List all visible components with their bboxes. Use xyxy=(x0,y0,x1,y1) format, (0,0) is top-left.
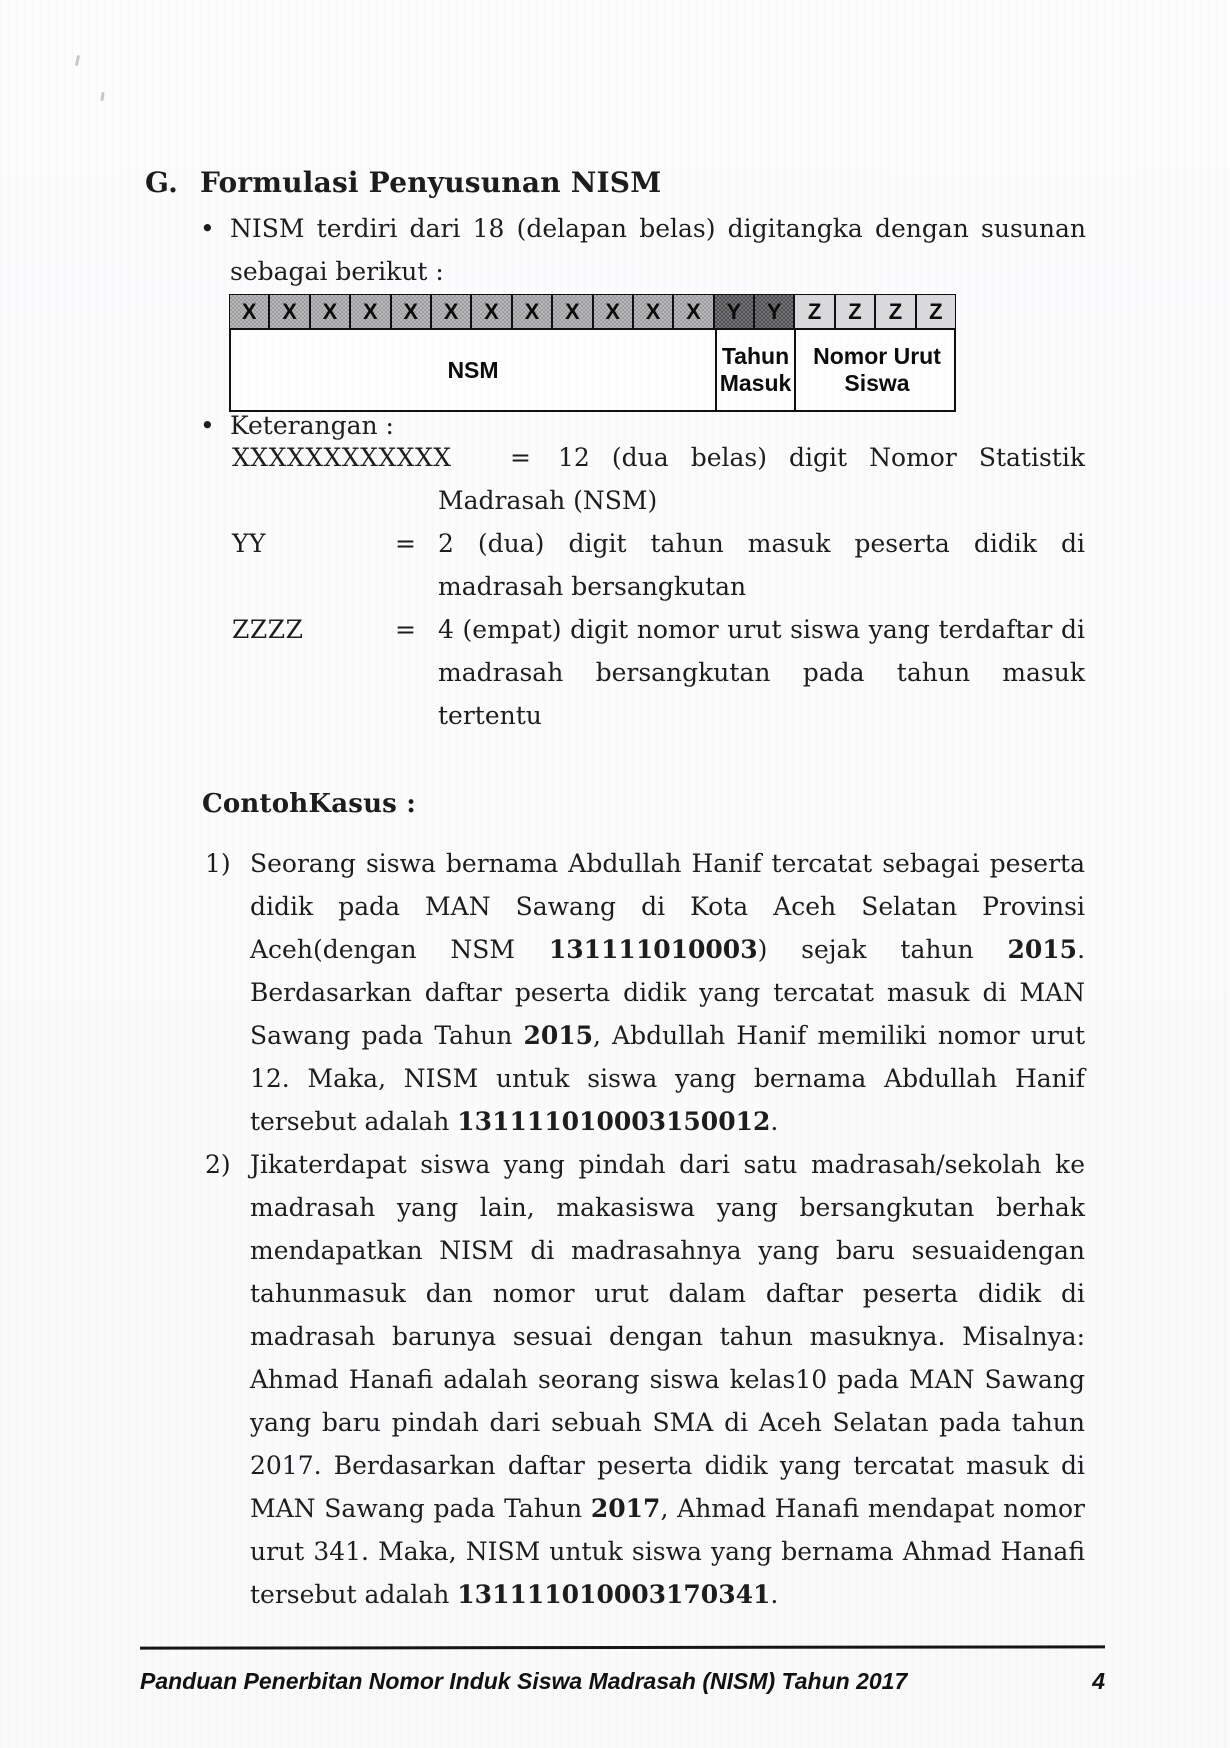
contoh-kasus-list xyxy=(205,842,1085,1616)
equals-sign: = xyxy=(395,529,416,558)
keterangan-term: XXXXXXXXXXXX xyxy=(232,443,452,472)
digit-cell-x: X xyxy=(350,294,390,329)
keterangan-row xyxy=(232,608,1085,737)
list-number: 2) xyxy=(205,1150,231,1179)
digit-cell-x: X xyxy=(310,294,350,329)
intro-bullet-item xyxy=(200,207,1086,293)
digit-cell-y: Y xyxy=(754,294,794,329)
contoh-item-1 xyxy=(205,842,1085,1143)
digit-cell-x: X xyxy=(431,294,471,329)
scan-speck xyxy=(100,92,104,101)
keterangan-row xyxy=(232,436,1085,522)
nism-structure-table xyxy=(229,294,956,412)
page-footer xyxy=(140,1668,1105,1695)
section-heading xyxy=(145,166,661,199)
contoh-item-2 xyxy=(205,1143,1085,1616)
digit-cell-x: X xyxy=(673,294,713,329)
keterangan-definition: 12 (dua belas) digit Nomor Statistik Madrasah (NSM) xyxy=(438,443,1085,515)
digit-cell-z: Z xyxy=(835,294,875,329)
digit-cell-z: Z xyxy=(916,294,956,329)
page-number: 4 xyxy=(1092,1668,1105,1694)
contoh-kasus-heading: ContohKasus : xyxy=(202,789,417,819)
bullet-icon: • xyxy=(200,214,215,243)
contoh-item-text: Jikaterdapat siswa yang pindah dari satu madrasah/sekolah ke madrasah yang lain, makasiswa yang bersangkutan berhak mendapatkan NISM di madrasahnya yang baru sesuaidengan tahunmasuk dan nomor urut dalam daftar peserta didik di madrasah barunya sesuai dengan tahun masuknya. Misalnya: Ahmad Hanafi adalah seorang siswa kelas10 pada MAN Sawang yang baru pindah dari sebuah SMA di Aceh Selatan pada tahun 2017. Berdasarkan daftar peserta didik yang tercatat masuk di MAN Sawang pada Tahun 2017, Ahmad Hanafi mendapat nomor urut 341. Maka, NISM untuk siswa yang bernama Ahmad Hanafi tersebut adalah 131111010003170341. xyxy=(250,1150,1086,1609)
label-row xyxy=(229,329,956,412)
tahun-masuk-label-cell: Tahun Masuk xyxy=(715,330,796,410)
digit-cell-x: X xyxy=(269,294,309,329)
digit-cell-x: X xyxy=(391,294,431,329)
nomor-urut-label-cell: Nomor Urut Siswa xyxy=(813,343,941,396)
intro-bullet-text: NISM terdiri dari 18 (delapan belas) digitangka dengan susunan sebagai berikut : xyxy=(230,214,1086,286)
contoh-item-text: Seorang siswa bernama Abdullah Hanif tercatat sebagai peserta didik pada MAN Sawang di Kota Aceh Selatan Provinsi Aceh(dengan NSM 131111010003) sejak tahun 2015. Berdasarkan daftar peserta didik yang tercatat masuk di MAN Sawang pada Tahun 2015, Abdullah Hanif memiliki nomor urut 12. Maka, NISM untuk siswa yang bernama Abdullah Hanif tersebut adalah 131111010003150012. xyxy=(250,849,1086,1136)
keterangan-term: ZZZZ xyxy=(232,615,304,644)
keterangan-definition: 2 (dua) digit tahun masuk peserta didik di madrasah bersangkutan xyxy=(438,529,1085,601)
digit-cell-x: X xyxy=(552,294,592,329)
bullet-icon: • xyxy=(200,411,215,440)
scan-speck xyxy=(75,55,80,66)
equals-sign: = xyxy=(395,615,416,644)
list-number: 1) xyxy=(205,849,231,878)
digit-cell-x: X xyxy=(229,294,269,329)
digit-cell-x: X xyxy=(633,294,673,329)
equals-sign: = xyxy=(510,443,531,472)
footer-divider xyxy=(140,1645,1105,1649)
digit-cell-x: X xyxy=(593,294,633,329)
keterangan-definition: 4 (empat) digit nomor urut siswa yang terdaftar di madrasah bersangkutan pada tahun masuk tertentu xyxy=(438,615,1085,730)
digit-cell-x: X xyxy=(471,294,511,329)
digit-cell-z: Z xyxy=(875,294,915,329)
keterangan-row xyxy=(232,522,1085,608)
keterangan-term: YY xyxy=(232,529,267,558)
digit-cell-x: X xyxy=(512,294,552,329)
nsm-label-cell: NSM xyxy=(447,356,499,383)
digit-cell-z: Z xyxy=(794,294,834,329)
keterangan-definitions xyxy=(232,436,1085,737)
section-title: Formulasi Penyusunan NISM xyxy=(200,166,662,199)
section-letter: G. xyxy=(145,166,179,199)
digit-row xyxy=(229,294,956,329)
digit-cell-y: Y xyxy=(714,294,754,329)
footer-title: Panduan Penerbitan Nomor Induk Siswa Madrasah (NISM) Tahun 2017 xyxy=(140,1668,908,1694)
keterangan-bullet-text: Keterangan : xyxy=(230,411,394,440)
